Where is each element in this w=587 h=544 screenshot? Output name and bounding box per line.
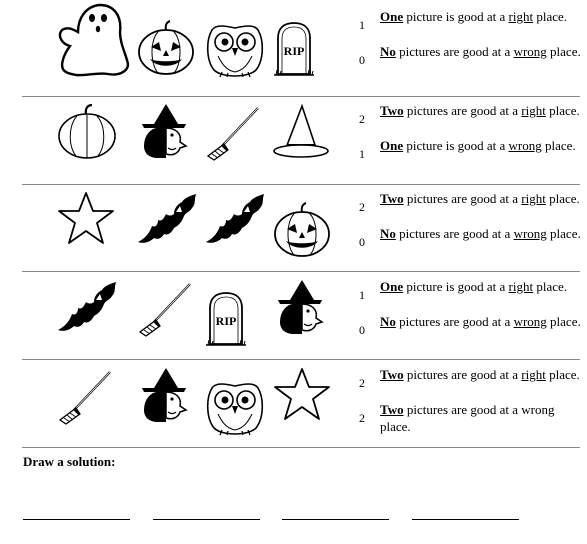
clue-tail: place. (546, 314, 581, 329)
clue-text (380, 102, 585, 119)
clue-text (380, 366, 585, 383)
clue-phrase: pictures are good at a (403, 402, 522, 417)
clue-count: 2 (359, 411, 365, 425)
row-divider-1 (22, 96, 580, 97)
clue-tail: place. (533, 279, 568, 294)
puzzle-row-1 (0, 2, 587, 94)
solution-blank-2[interactable] (153, 519, 260, 520)
row-divider-5 (22, 447, 580, 448)
clue-phrase: pictures are good at a (403, 103, 522, 118)
clue-tail: place. (546, 226, 581, 241)
clue-position: wrong (513, 314, 547, 329)
witch-icon (272, 278, 326, 336)
picture-set (0, 360, 340, 448)
row-divider-4 (22, 359, 580, 360)
clue-position: right (508, 279, 534, 294)
clue-count: 1 (359, 288, 365, 302)
star-icon (56, 190, 116, 246)
clue-count: 0 (359, 323, 365, 337)
clue-count: 0 (359, 235, 365, 249)
witch-hat-icon (272, 104, 330, 160)
bat-icon (204, 192, 268, 246)
clue-tail: place. (545, 367, 580, 382)
clue-text (380, 43, 585, 60)
witch-icon (136, 366, 190, 424)
clue-tail: place. (533, 9, 568, 24)
svg-text:RIP: RIP (215, 314, 237, 328)
clue-text (380, 225, 585, 242)
clue-position: right (508, 9, 534, 24)
puzzle-row-2 (0, 96, 587, 188)
clue-text (380, 278, 585, 295)
clue-tail: place. (541, 138, 576, 153)
row-divider-2 (22, 184, 580, 185)
clue-tail: wrong place. (380, 402, 555, 434)
picture-set (0, 2, 340, 90)
clue-quantity: One (380, 9, 404, 24)
clue-tail: place. (545, 103, 580, 118)
puzzle-row-4 (0, 272, 587, 364)
clue-position: wrong (513, 226, 547, 241)
clue-quantity: No (380, 44, 396, 59)
solution-blank-4[interactable] (412, 519, 519, 520)
clue-text (380, 313, 585, 330)
clue-phrase: pictures are good at a (395, 314, 514, 329)
clue-position: wrong (508, 138, 542, 153)
clue-quantity: One (380, 138, 404, 153)
clue-phrase: picture is good at a (403, 279, 509, 294)
owl-icon (204, 378, 266, 436)
clue-count: 1 (359, 18, 365, 32)
clue-quantity: Two (380, 103, 404, 118)
clue-position: right (521, 367, 546, 382)
witch-icon (136, 102, 190, 160)
clue-quantity: One (380, 279, 404, 294)
broom-icon (136, 280, 194, 338)
picture-set (0, 272, 340, 360)
clue-phrase: pictures are good at a (395, 44, 514, 59)
clue-quantity: Two (380, 367, 404, 382)
clue-position: right (521, 191, 546, 206)
bat-icon (56, 280, 120, 334)
clue-tail: place. (545, 191, 580, 206)
clue-text (380, 401, 585, 435)
clue-position: right (521, 103, 546, 118)
star-icon (272, 366, 332, 422)
svg-text:RIP: RIP (283, 44, 305, 58)
pumpkin-icon (56, 104, 118, 160)
jack-o-lantern-icon (136, 20, 196, 76)
owl-icon (204, 20, 266, 78)
clue-phrase: picture is good at a (403, 9, 509, 24)
solution-label: Draw a solution: (23, 454, 116, 469)
clue-phrase: pictures are good at a (395, 226, 514, 241)
clue-quantity: Two (380, 402, 404, 417)
clue-count: 2 (359, 200, 365, 214)
ghost-icon (56, 2, 130, 78)
clue-text (380, 137, 585, 154)
puzzle-row-3 (0, 184, 587, 276)
clue-count: 2 (359, 376, 365, 390)
clue-quantity: No (380, 314, 396, 329)
solution-blank-1[interactable] (23, 519, 130, 520)
clue-text (380, 190, 585, 207)
picture-set (0, 96, 340, 184)
row-divider-3 (22, 271, 580, 272)
solution-blank-3[interactable] (282, 519, 389, 520)
rip-tombstone-icon (204, 290, 248, 348)
clue-phrase: pictures are good at a (403, 367, 522, 382)
clue-phrase: pictures are good at a (403, 191, 522, 206)
rip-tombstone-icon (272, 20, 316, 78)
puzzle-row-5 (0, 360, 587, 452)
clue-count: 2 (359, 112, 365, 126)
picture-set (0, 184, 340, 272)
clue-position: wrong (513, 44, 547, 59)
bat-icon (136, 192, 200, 246)
clue-text (380, 8, 585, 25)
clue-tail: place. (546, 44, 581, 59)
clue-quantity: Two (380, 191, 404, 206)
clue-phrase: picture is good at a (403, 138, 509, 153)
broom-icon (56, 368, 114, 426)
clue-count: 0 (359, 53, 365, 67)
clue-count: 1 (359, 147, 365, 161)
jack-o-lantern-icon (272, 202, 332, 258)
broom-icon (204, 104, 262, 162)
clue-quantity: No (380, 226, 396, 241)
